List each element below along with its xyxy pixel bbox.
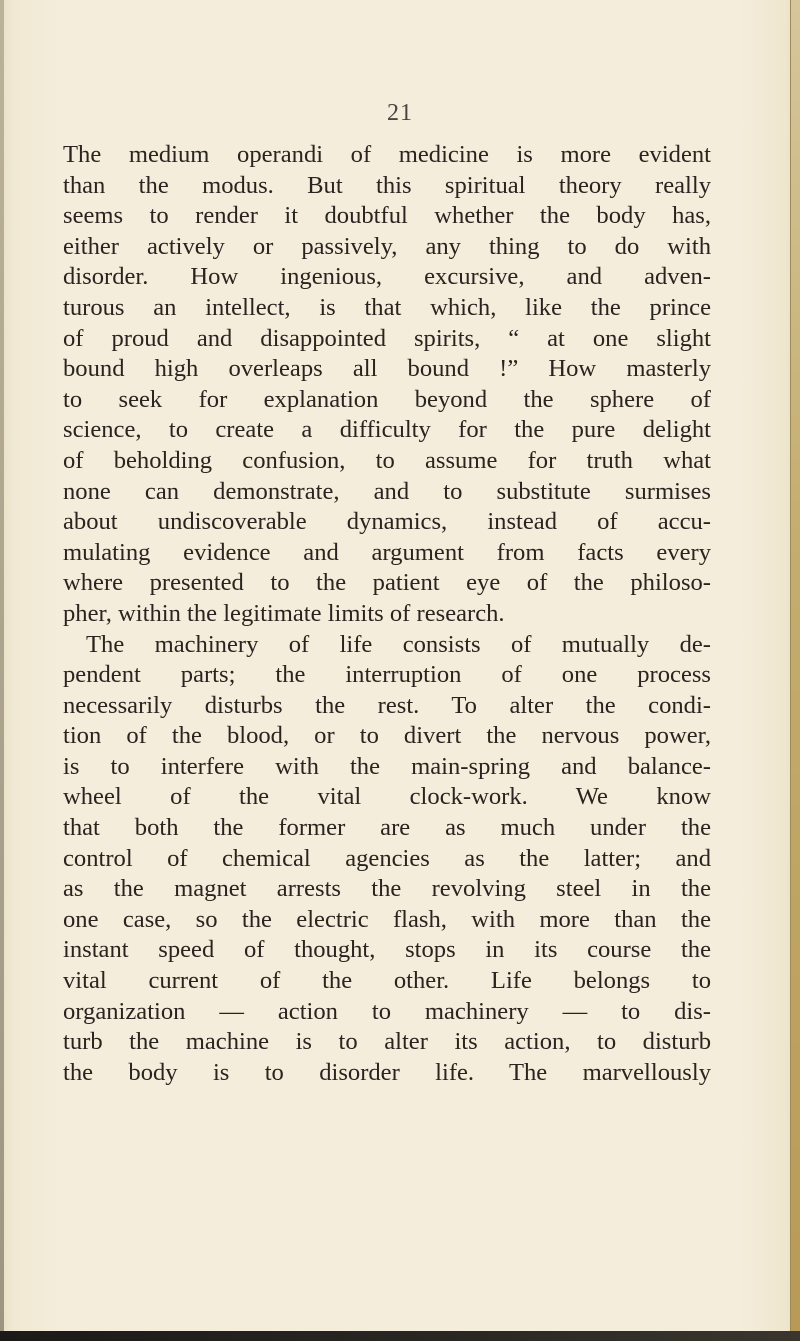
text-line: none can demonstrate, and to substitute surmises [63,477,711,505]
text-line: The machinery of life consists of mutually de- [86,630,711,658]
text-line: instant speed of thought, stops in its course the [63,936,711,964]
text-line: vital current of the other. Life belongs to [63,967,711,995]
text-line: turous an intellect, is that which, like the prince [63,293,711,321]
text-line: as the magnet arrests the revolving steel in the [63,875,711,903]
text-line: the body is to disorder life. The marvellously [63,1058,711,1086]
text-line: pendent parts; the interruption of one process [63,661,711,689]
page-left-edge [0,0,4,1341]
text-line: disorder. How ingenious, excursive, and adven- [63,263,711,291]
text-line: mulating evidence and argument from facts every [63,538,711,566]
text-line: necessarily disturbs the rest. To alter the condi- [63,691,711,719]
text-line: where presented to the patient eye of the philoso- [63,569,711,597]
text-line: of beholding confusion, to assume for truth what [63,446,711,474]
text-line: about undiscoverable dynamics, instead of accu- [63,508,711,536]
text-line: turb the machine is to alter its action, to disturb [63,1028,711,1056]
text-line: one case, so the electric flash, with more than the [63,905,711,933]
page-right-edge [790,0,800,1341]
text-line: science, to create a difficulty for the pure delight [63,416,711,444]
text-line: to seek for explanation beyond the sphere of [63,385,711,413]
text-line: pher, within the legitimate limits of research. [63,599,505,627]
text-line: organization — action to machinery — to dis- [63,997,711,1025]
text-line: either actively or passively, any thing to do with [63,232,711,260]
text-line: bound high overleaps all bound !” How masterly [63,355,711,383]
text-line: of proud and disappointed spirits, “ at one slight [63,324,711,352]
text-line: seems to render it doubtful whether the body has, [63,202,711,230]
body-text [63,140,711,1088]
text-line: wheel of the vital clock-work. We know [63,783,711,811]
text-line: that both the former are as much under the [63,814,711,842]
text-line: is to interfere with the main-spring and balance- [63,752,711,780]
page-number: 21 [387,100,413,126]
page-bottom-edge [0,1331,800,1341]
text-line: control of chemical agencies as the latter; and [63,844,711,872]
text-line: The medium operandi of medicine is more evident [63,141,711,168]
text-line: tion of the blood, or to divert the nervous power, [63,722,711,750]
text-line: than the modus. But this spiritual theory really [63,171,711,199]
